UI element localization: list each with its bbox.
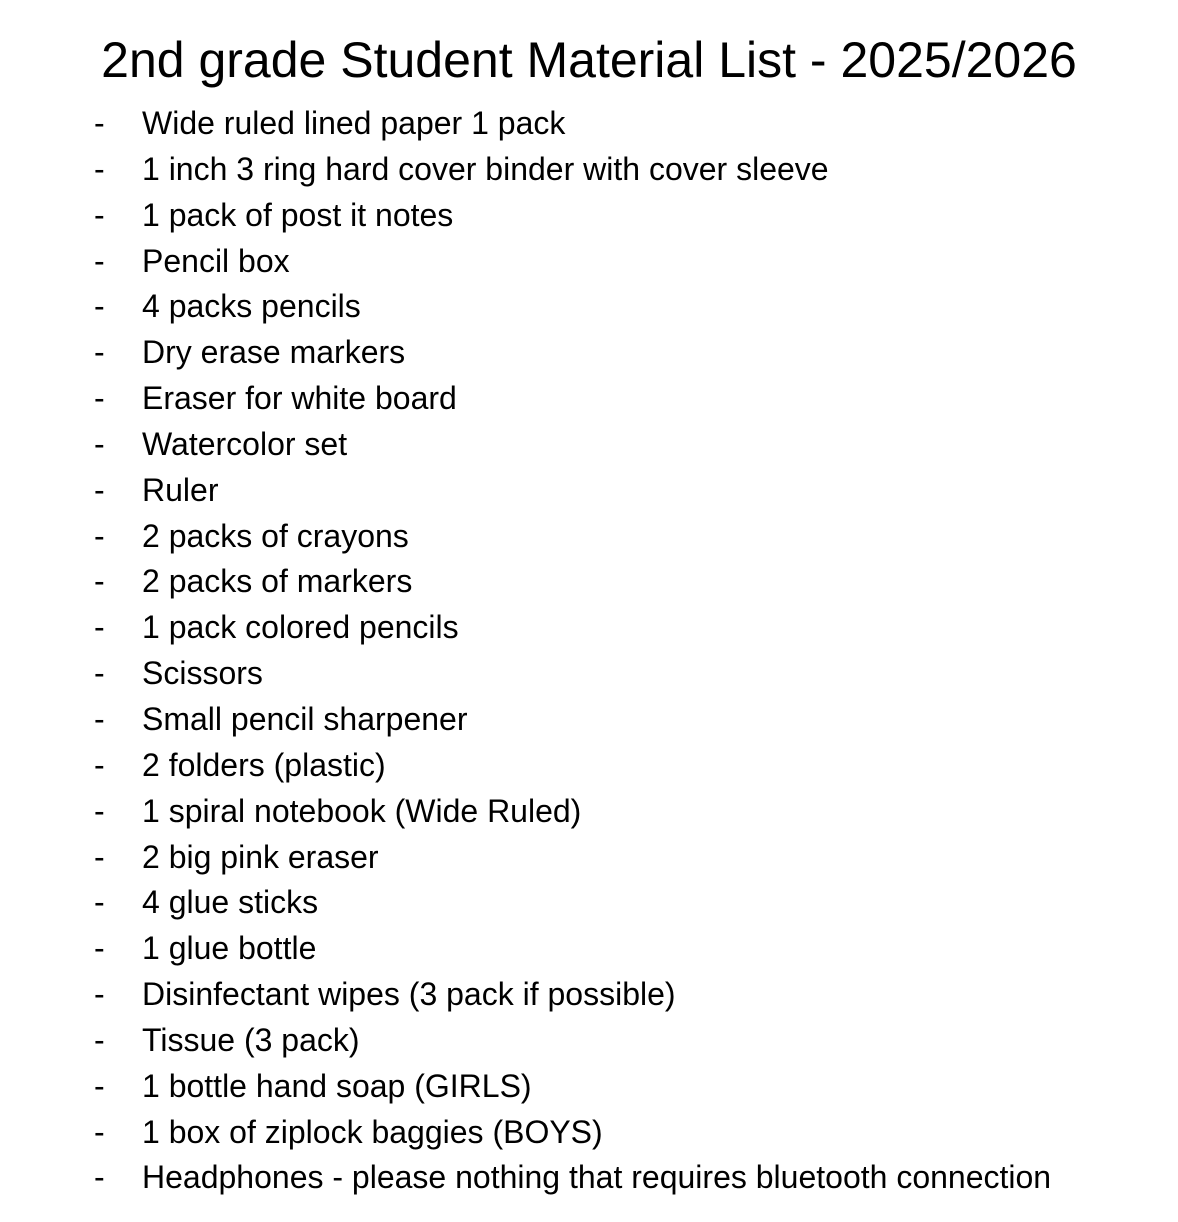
list-item xyxy=(0,743,1178,789)
list-item xyxy=(0,468,1178,514)
list-item xyxy=(0,559,1178,605)
list-bullet: - xyxy=(94,242,105,279)
list-item xyxy=(0,1064,1178,1110)
list-bullet: - xyxy=(94,288,105,325)
list-item xyxy=(0,330,1178,376)
list-item xyxy=(0,147,1178,193)
list-item xyxy=(0,880,1178,926)
list-item-text: Ruler xyxy=(142,471,219,508)
list-bullet: - xyxy=(94,1067,105,1104)
list-item xyxy=(0,1018,1178,1064)
material-list xyxy=(0,101,1178,1201)
list-bullet: - xyxy=(94,700,105,737)
list-item-text: Scissors xyxy=(142,655,263,692)
list-bullet: - xyxy=(94,380,105,417)
list-bullet: - xyxy=(94,746,105,783)
list-item-text: 2 packs of crayons xyxy=(142,517,409,554)
list-item xyxy=(0,835,1178,881)
list-bullet: - xyxy=(94,334,105,371)
list-item xyxy=(0,376,1178,422)
list-bullet: - xyxy=(94,655,105,692)
list-item xyxy=(0,651,1178,697)
list-item-text: 2 big pink eraser xyxy=(142,838,379,875)
page-title: 2nd grade Student Material List - 2025/2026 xyxy=(101,32,1077,88)
list-bullet: - xyxy=(94,517,105,554)
list-item xyxy=(0,697,1178,743)
list-bullet: - xyxy=(94,105,105,141)
list-item-text: 1 pack of post it notes xyxy=(142,196,454,233)
list-item-text: 4 packs pencils xyxy=(142,288,361,325)
list-item-text: 1 inch 3 ring hard cover binder with cover sleeve xyxy=(142,150,829,187)
list-item-text: 1 spiral notebook (Wide Ruled) xyxy=(142,792,582,829)
list-item-text: Tissue (3 pack) xyxy=(142,1021,360,1058)
list-item xyxy=(0,193,1178,239)
list-item xyxy=(0,789,1178,835)
list-item xyxy=(0,514,1178,560)
list-bullet: - xyxy=(94,930,105,967)
list-item-text: Pencil box xyxy=(142,242,290,279)
list-bullet: - xyxy=(94,150,105,187)
list-bullet: - xyxy=(94,884,105,921)
list-item-text: 1 pack colored pencils xyxy=(142,609,459,646)
list-item-text: Disinfectant wipes (3 pack if possible) xyxy=(142,976,676,1013)
list-bullet: - xyxy=(94,1021,105,1058)
list-item-text: 2 folders (plastic) xyxy=(142,746,386,783)
list-bullet: - xyxy=(94,609,105,646)
list-bullet: - xyxy=(94,1159,105,1196)
list-bullet: - xyxy=(94,1113,105,1150)
list-item xyxy=(0,101,1178,147)
list-item-text: 1 box of ziplock baggies (BOYS) xyxy=(142,1113,603,1150)
list-bullet: - xyxy=(94,792,105,829)
list-item xyxy=(0,284,1178,330)
list-item-text: Small pencil sharpener xyxy=(142,700,468,737)
list-item-text: 1 bottle hand soap (GIRLS) xyxy=(142,1067,532,1104)
list-item xyxy=(0,1155,1178,1201)
list-item-text: Dry erase markers xyxy=(142,334,406,371)
list-item xyxy=(0,422,1178,468)
list-item-text: Headphones - please nothing that requires bluetooth connection xyxy=(142,1159,1052,1196)
list-bullet: - xyxy=(94,838,105,875)
list-item-text: Wide ruled lined paper 1 pack xyxy=(142,105,566,141)
list-item xyxy=(0,972,1178,1018)
list-item xyxy=(0,926,1178,972)
list-bullet: - xyxy=(94,471,105,508)
list-item-text: 2 packs of markers xyxy=(142,563,413,600)
list-item-text: 4 glue sticks xyxy=(142,884,319,921)
list-bullet: - xyxy=(94,425,105,462)
list-bullet: - xyxy=(94,196,105,233)
list-item xyxy=(0,239,1178,285)
list-item xyxy=(0,1110,1178,1156)
list-item-text: 1 glue bottle xyxy=(142,930,317,967)
list-item-text: Watercolor set xyxy=(142,425,348,462)
list-item-text: Eraser for white board xyxy=(142,380,457,417)
list-bullet: - xyxy=(94,976,105,1013)
list-bullet: - xyxy=(94,563,105,600)
list-item xyxy=(0,605,1178,651)
